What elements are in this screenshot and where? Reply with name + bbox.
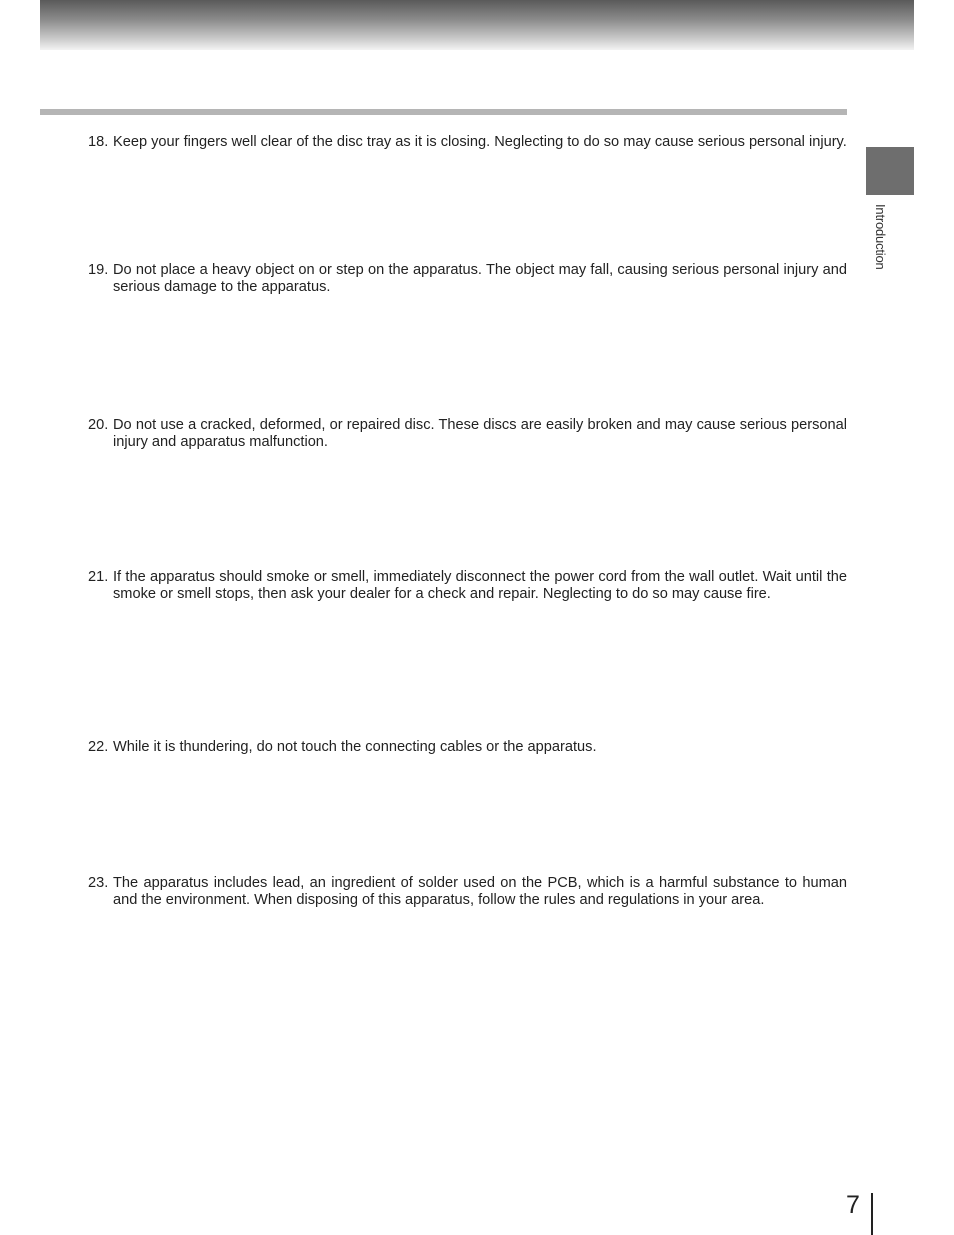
item-number: 19. xyxy=(88,262,109,278)
section-rule xyxy=(40,109,847,115)
safety-item-20 xyxy=(88,417,847,451)
page-number-rule xyxy=(871,1193,873,1235)
item-number: 20. xyxy=(88,417,109,433)
item-text: Do not use a cracked, deformed, or repaired disc. These discs are easily broken and may cause serious personal injury and apparatus malfunction. xyxy=(113,417,847,450)
safety-item-22 xyxy=(88,739,847,756)
page-number: 7 xyxy=(846,1191,860,1219)
safety-item-23 xyxy=(88,875,847,909)
safety-item-18 xyxy=(88,134,847,151)
item-number: 21. xyxy=(88,569,109,585)
item-number: 22. xyxy=(88,739,109,755)
item-text: The apparatus includes lead, an ingredient of solder used on the PCB, which is a harmful substance to human and the environment. When disposing of this apparatus, follow the rules and regulations in your area. xyxy=(113,875,847,908)
section-tab-label: Introduction xyxy=(873,204,888,270)
item-text: Do not place a heavy object on or step on the apparatus. The object may fall, causing serious personal injury and serious damage to the apparatus. xyxy=(113,262,847,295)
item-text: Keep your fingers well clear of the disc tray as it is closing. Neglecting to do so may cause serious personal injury. xyxy=(113,134,847,150)
item-number: 18. xyxy=(88,134,109,150)
section-tab-marker xyxy=(866,147,914,195)
item-text: While it is thundering, do not touch the connecting cables or the apparatus. xyxy=(113,739,597,755)
safety-item-21 xyxy=(88,569,847,603)
item-number: 23. xyxy=(88,875,109,891)
safety-item-19 xyxy=(88,262,847,296)
header-band xyxy=(40,0,914,50)
item-text: If the apparatus should smoke or smell, immediately disconnect the power cord from the wall outlet. Wait until the smoke or smell stops, then ask your dealer for a check and repair. Neglecting to do so may cause fire. xyxy=(113,569,847,602)
